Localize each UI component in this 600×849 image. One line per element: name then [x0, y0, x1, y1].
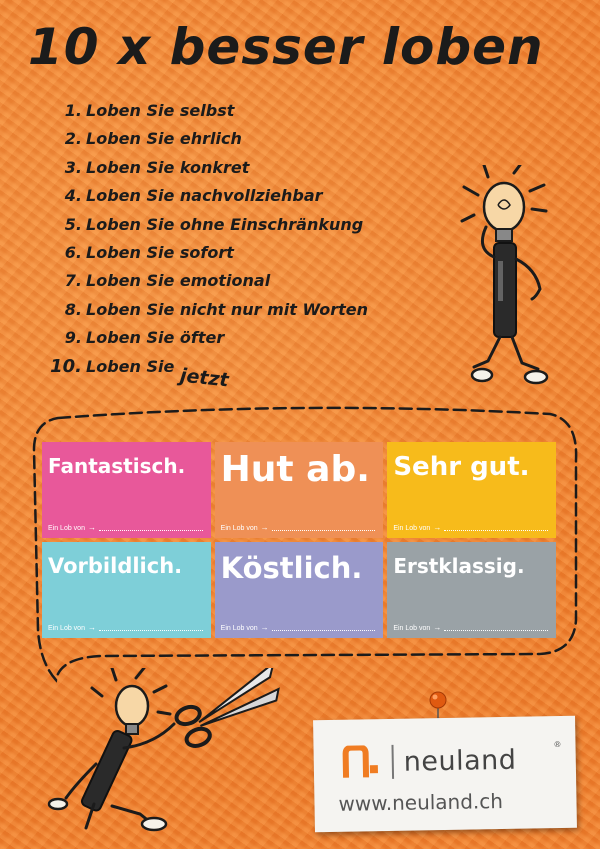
- tip-item: 9. Loben Sie öfter: [64, 328, 225, 348]
- registered-mark: ®: [553, 739, 562, 750]
- website-url: www.neuland.ch: [338, 788, 504, 816]
- card-footer: Ein Lob von →: [221, 523, 376, 532]
- praise-card-vorbildlich: [42, 542, 211, 638]
- arrow-right-icon: →: [433, 623, 442, 632]
- pushpin-icon: [428, 691, 448, 721]
- tip-item: 4. Loben Sie nachvollziehbar: [64, 186, 323, 206]
- tip-item: 7. Loben Sie emotional: [64, 271, 271, 291]
- arrow-right-icon: →: [87, 623, 96, 632]
- card-footer: Ein Lob von →: [393, 523, 548, 532]
- arrow-right-icon: →: [87, 523, 96, 532]
- card-footer: Ein Lob von →: [48, 523, 203, 532]
- praise-card-fantastisch: [42, 442, 211, 538]
- card-word: Hut ab.: [220, 449, 370, 490]
- card-footer: Ein Lob von →: [48, 623, 203, 632]
- tip-item: 5. Loben Sie ohne Einschränkung: [64, 214, 364, 234]
- poster-title: 10 x besser loben: [28, 18, 544, 76]
- tip-item: 10. Loben Sie: [50, 355, 175, 377]
- card-word: Köstlich.: [220, 551, 363, 585]
- arrow-right-icon: →: [433, 523, 442, 532]
- brand-name: neuland: [403, 744, 517, 778]
- arrow-right-icon: →: [260, 523, 269, 532]
- card-word: Vorbildlich.: [48, 554, 183, 578]
- praise-card-erstklassig: [387, 542, 556, 638]
- arrow-right-icon: →: [260, 623, 269, 632]
- tips-list: [46, 97, 368, 381]
- neuland-logo-card: [313, 716, 577, 833]
- neuland-logo-mark-icon: [341, 745, 382, 780]
- tip-item: 3. Loben Sie konkret: [64, 157, 250, 177]
- card-word: Sehr gut.: [393, 452, 530, 482]
- praise-card-sehr-gut: [387, 442, 556, 538]
- praise-card-koestlich: [215, 542, 384, 638]
- tip-item: 1. Loben Sie selbst: [64, 101, 235, 120]
- tip-emphasis-word: jetzt: [178, 364, 230, 392]
- tip-item: 8. Loben Sie nicht nur mit Worten: [64, 299, 369, 319]
- tip-item: 2. Loben Sie ehrlich: [64, 129, 242, 149]
- lightbulb-stickman-icon: [458, 165, 568, 395]
- card-footer: Ein Lob von →: [221, 623, 376, 632]
- lightbulb-stickman-scissors-icon: [36, 668, 286, 838]
- card-word: Erstklassig.: [393, 554, 525, 578]
- card-footer: Ein Lob von →: [393, 623, 548, 632]
- praise-cards-grid: [42, 442, 556, 638]
- card-word: Fantastisch.: [48, 454, 186, 478]
- tip-item: 6. Loben Sie sofort: [64, 242, 234, 262]
- praise-card-hut-ab: [215, 442, 384, 538]
